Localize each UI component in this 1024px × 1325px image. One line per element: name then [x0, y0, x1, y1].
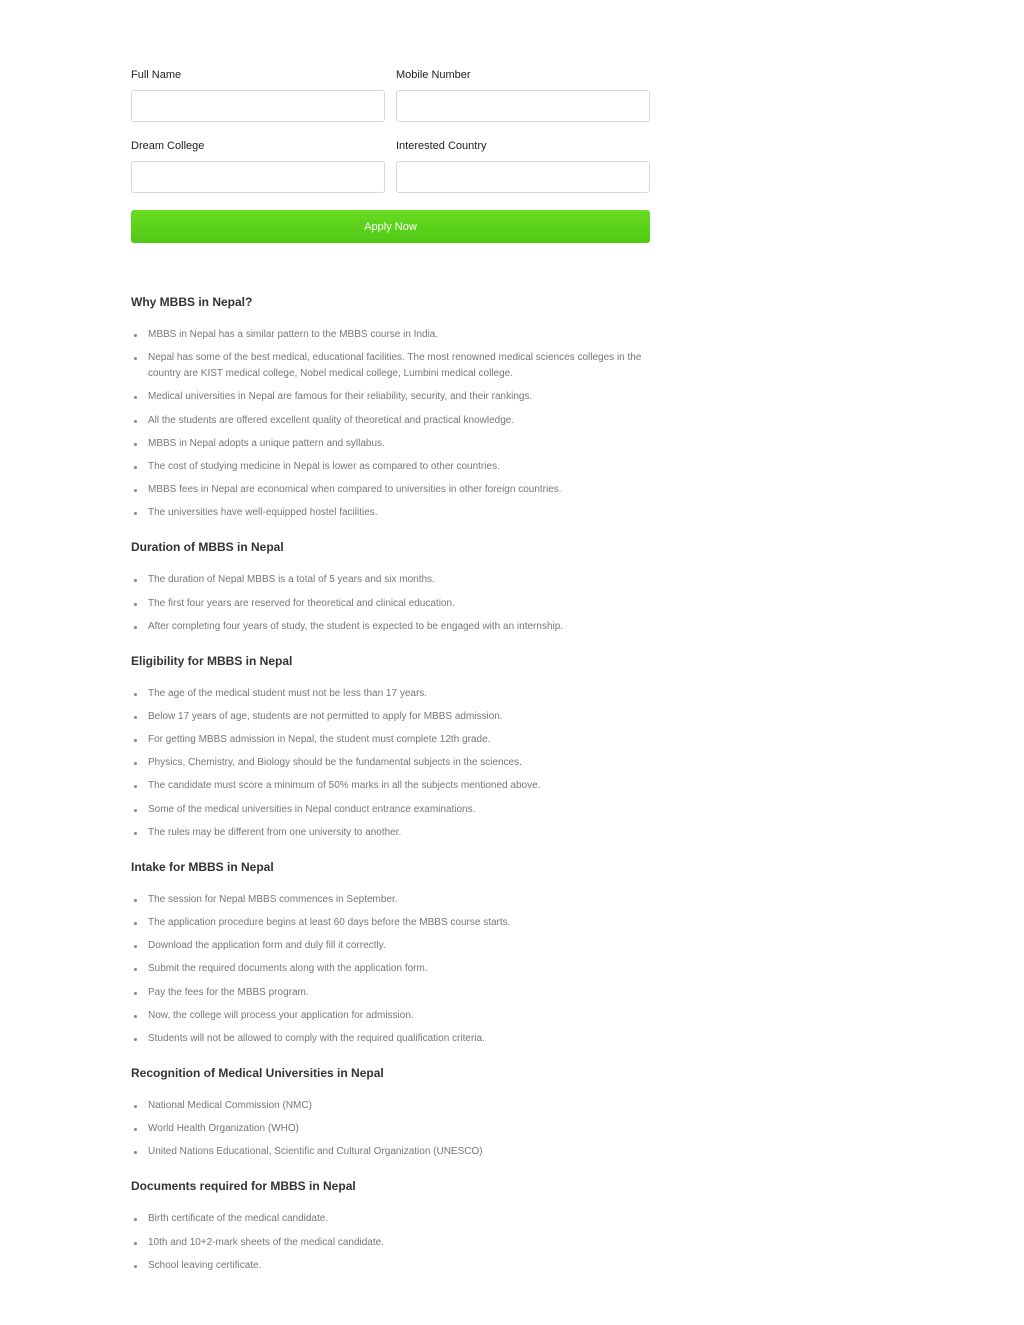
- list-item: Students will not be allowed to comply with the required qualification criteria.: [131, 1031, 671, 1047]
- dream-college-label: Dream College: [131, 140, 205, 152]
- full-name-label: Full Name: [131, 69, 182, 81]
- mobile-number-input[interactable]: [396, 90, 650, 122]
- interested-country-input[interactable]: [396, 161, 650, 193]
- list-item: After completing four years of study, the student is expected to be engaged with an internship.: [131, 619, 671, 635]
- bullet-list: [131, 686, 671, 841]
- list-item: School leaving certificate.: [131, 1258, 671, 1274]
- mobile-field-group: [396, 68, 650, 122]
- apply-now-button[interactable]: Apply Now: [131, 210, 650, 243]
- list-item: The age of the medical student must not be less than 17 years.: [131, 686, 671, 702]
- form-row-2: [131, 139, 650, 193]
- list-item: United Nations Educational, Scientific and Cultural Organization (UNESCO): [131, 1144, 671, 1160]
- bullet-list: [131, 1211, 671, 1273]
- list-item: For getting MBBS admission in Nepal, the student must complete 12th grade.: [131, 732, 671, 748]
- mobile-number-label: Mobile Number: [396, 69, 471, 81]
- section-intake: [131, 857, 671, 1047]
- list-item: Now, the college will process your application for admission.: [131, 1008, 671, 1024]
- article-content: [131, 292, 671, 1290]
- list-item: The cost of studying medicine in Nepal is lower as compared to other countries.: [131, 459, 671, 475]
- list-item: MBBS in Nepal has a similar pattern to the MBBS course in India.: [131, 327, 671, 343]
- bullet-list: [131, 572, 671, 634]
- list-item: The universities have well-equipped hostel facilities.: [131, 505, 671, 521]
- list-item: The session for Nepal MBBS commences in September.: [131, 892, 671, 908]
- list-item: The duration of Nepal MBBS is a total of 5 years and six months.: [131, 572, 671, 588]
- section-heading: Intake for MBBS in Nepal: [131, 859, 274, 874]
- section-heading: Documents required for MBBS in Nepal: [131, 1179, 356, 1194]
- list-item: Below 17 years of age, students are not permitted to apply for MBBS admission.: [131, 709, 671, 725]
- list-item: Some of the medical universities in Nepal conduct entrance examinations.: [131, 802, 671, 818]
- full-name-input[interactable]: [131, 90, 385, 122]
- list-item: Physics, Chemistry, and Biology should be the fundamental subjects in the sciences.: [131, 755, 671, 771]
- section-recognition: [131, 1063, 671, 1160]
- list-item: Medical universities in Nepal are famous for their reliability, security, and their rankings.: [131, 389, 671, 405]
- list-item: National Medical Commission (NMC): [131, 1098, 671, 1114]
- list-item: All the students are offered excellent quality of theoretical and practical knowledge.: [131, 413, 671, 429]
- list-item: Submit the required documents along with the application form.: [131, 961, 671, 977]
- bullet-list: [131, 327, 671, 521]
- form-row-1: [131, 68, 650, 122]
- section-documents: [131, 1176, 671, 1273]
- college-field-group: [131, 139, 385, 193]
- section-heading: Eligibility for MBBS in Nepal: [131, 653, 293, 668]
- list-item: The rules may be different from one university to another.: [131, 825, 671, 841]
- list-item: Pay the fees for the MBBS program.: [131, 985, 671, 1001]
- section-heading: Duration of MBBS in Nepal: [131, 540, 284, 555]
- list-item: World Health Organization (WHO): [131, 1121, 671, 1137]
- bullet-list: [131, 1098, 671, 1160]
- list-item: The candidate must score a minimum of 50% marks in all the subjects mentioned above.: [131, 778, 671, 794]
- section-duration: [131, 537, 671, 634]
- list-item: MBBS in Nepal adopts a unique pattern and syllabus.: [131, 436, 671, 452]
- full-name-field-group: [131, 68, 385, 122]
- section-heading: Recognition of Medical Universities in Nepal: [131, 1065, 384, 1080]
- list-item: Birth certificate of the medical candidate.: [131, 1211, 671, 1227]
- section-eligibility: [131, 651, 671, 841]
- list-item: Download the application form and duly fill it correctly.: [131, 938, 671, 954]
- list-item: The first four years are reserved for theoretical and clinical education.: [131, 596, 671, 612]
- country-field-group: [396, 139, 650, 193]
- interested-country-label: Interested Country: [396, 140, 487, 152]
- list-item: MBBS fees in Nepal are economical when compared to universities in other foreign countries.: [131, 482, 671, 498]
- application-form: [131, 68, 650, 243]
- list-item: Nepal has some of the best medical, educational facilities. The most renowned medical sciences colleges in the country are KIST medical college, Nobel medical college, Lumbini medical college.: [131, 350, 671, 382]
- section-why-mbbs: [131, 292, 671, 521]
- list-item: 10th and 10+2-mark sheets of the medical candidate.: [131, 1235, 671, 1251]
- dream-college-input[interactable]: [131, 161, 385, 193]
- bullet-list: [131, 892, 671, 1047]
- list-item: The application procedure begins at least 60 days before the MBBS course starts.: [131, 915, 671, 931]
- section-heading: Why MBBS in Nepal?: [131, 295, 253, 309]
